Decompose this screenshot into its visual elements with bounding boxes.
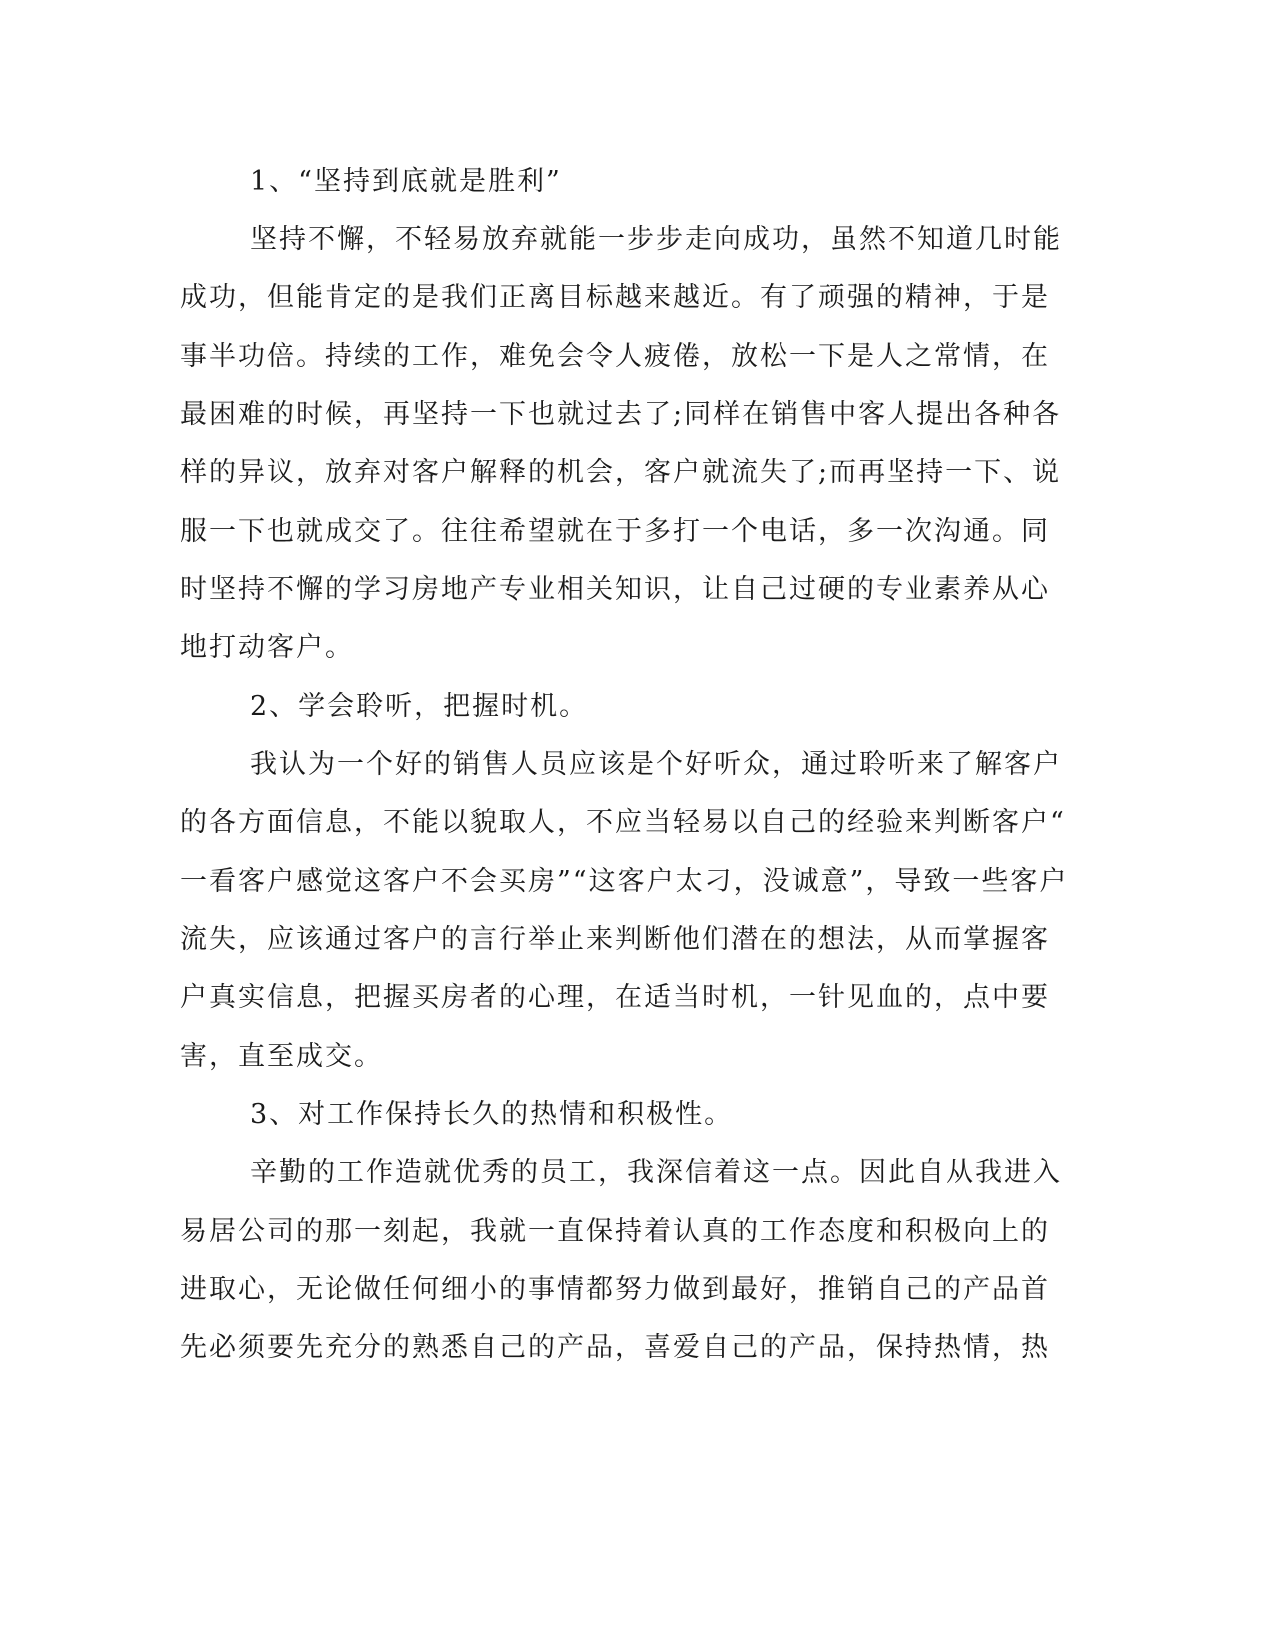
paragraph-line: 成功，但能肯定的是我们正离目标越来越近。有了顽强的精神，于是 — [180, 282, 1050, 313]
paragraph-line: 最困难的时候，再坚持一下也就过去了;同样在销售中客人提出各种各 — [180, 399, 1062, 430]
paragraph-line: 服一下也就成交了。往往希望就在于多打一个电话，多一次沟通。同 — [180, 516, 1050, 547]
heading-1: 1、“坚持到底就是胜利” — [250, 166, 562, 197]
paragraph-line: 进取心，无论做任何细小的事情都努力做到最好，推销自己的产品首 — [180, 1274, 1050, 1305]
heading-2: 2、学会聆听，把握时机。 — [250, 691, 589, 722]
paragraph-line: 事半功倍。持续的工作，难免会令人疲倦，放松一下是人之常情，在 — [180, 341, 1050, 372]
paragraph-line: 样的异议，放弃对客户解释的机会，客户就流失了;而再坚持一下、说 — [180, 457, 1062, 488]
paragraph-line: 害，直至成交。 — [180, 1041, 383, 1072]
paragraph-line: 辛勤的工作造就优秀的员工，我深信着这一点。因此自从我进入 — [250, 1157, 1062, 1188]
paragraph-line: 一看客户感觉这客户不会买房”“这客户太刁，没诚意”，导致一些客户 — [180, 866, 1069, 897]
paragraph-line: 流失，应该通过客户的言行举止来判断他们潜在的想法，从而掌握客 — [180, 924, 1050, 955]
paragraph-line: 坚持不懈，不轻易放弃就能一步步走向成功，虽然不知道几时能 — [250, 224, 1062, 255]
paragraph-line: 我认为一个好的销售人员应该是个好听众，通过聆听来了解客户 — [250, 749, 1062, 780]
heading-3: 3、对工作保持长久的热情和积极性。 — [250, 1099, 734, 1130]
paragraph-line: 先必须要先充分的熟悉自己的产品，喜爱自己的产品，保持热情，热 — [180, 1332, 1050, 1363]
paragraph-line: 时坚持不懈的学习房地产专业相关知识，让自己过硬的专业素养从心 — [180, 574, 1050, 605]
paragraph-line: 地打动客户。 — [180, 632, 354, 663]
paragraph-line: 户真实信息，把握买房者的心理，在适当时机，一针见血的，点中要 — [180, 982, 1050, 1013]
paragraph-line: 易居公司的那一刻起，我就一直保持着认真的工作态度和积极向上的 — [180, 1216, 1050, 1247]
paragraph-line: 的各方面信息，不能以貌取人，不应当轻易以自己的经验来判断客户“ — [180, 807, 1066, 838]
